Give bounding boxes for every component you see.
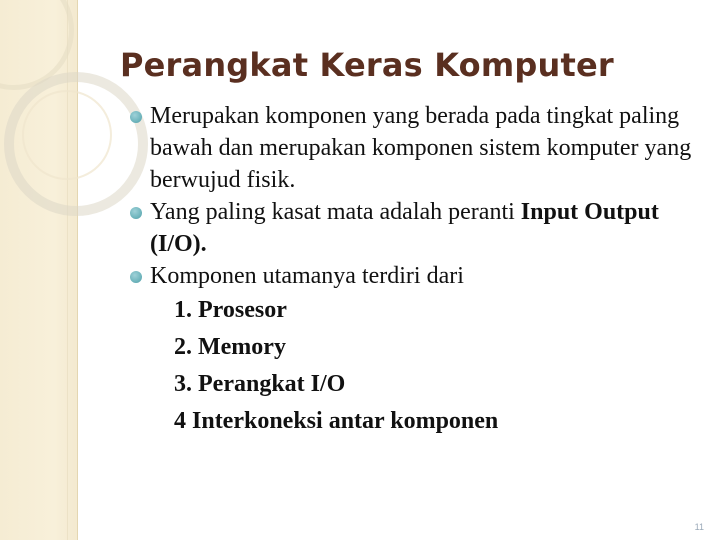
slide-title: Perangkat Keras Komputer	[120, 46, 614, 84]
list-item: 3. Perangkat I/O	[174, 371, 346, 397]
bullet-item	[130, 260, 710, 440]
bullet-icon	[130, 207, 142, 219]
decorative-ring	[22, 90, 112, 180]
bullet-icon	[130, 111, 142, 123]
slide-body	[130, 100, 710, 440]
list-item: 2. Memory	[174, 334, 286, 360]
bullet-text: Komponen utamanya terdiri dari	[150, 263, 464, 289]
page-number: 11	[694, 522, 704, 532]
bullet-icon	[130, 271, 142, 283]
bullet-text: Yang paling kasat mata adalah peranti	[150, 199, 521, 225]
bullet-item	[130, 196, 710, 260]
list-item: 4 Interkoneksi antar komponen	[174, 408, 499, 434]
bullet-item	[130, 100, 710, 196]
bullet-text: Merupakan komponen yang berada pada tingkat paling bawah dan merupakan komponen sistem komputer yang berwujud fisik.	[150, 103, 692, 193]
bullet-emphasis: Input Output (I/O)	[150, 199, 659, 257]
bullet-text-suffix: .	[200, 231, 207, 257]
list-item: 1. Prosesor	[174, 297, 287, 323]
component-list	[150, 292, 710, 440]
